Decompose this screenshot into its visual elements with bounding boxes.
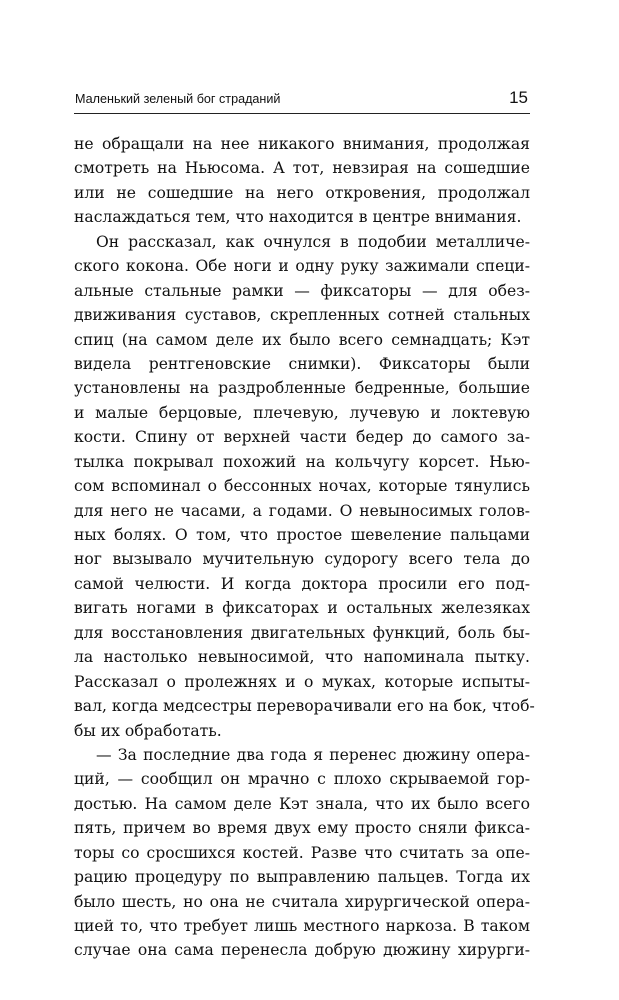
- text-line: смотреть на Ньюсома. А тот, невзирая на сошедшие: [74, 159, 530, 178]
- text-line: кости. Спину от верхней части бедер до самого за-: [74, 428, 530, 447]
- text-line: пять, причем во время двух ему просто сняли фикса-: [74, 819, 530, 838]
- text-line: или не сошедшие на него откровения, продолжал: [74, 183, 530, 202]
- text-line: тылка покрывал похожий на кольчугу корсет. Нью-: [74, 452, 530, 471]
- text-line: рацию процедуру по выправлению пальцев. Тогда их: [74, 868, 530, 887]
- text-line: достью. На самом деле Кэт знала, что их было всего: [74, 794, 530, 813]
- text-line: было шесть, но она не считала хирургической опера-: [74, 892, 530, 911]
- text-line: спиц (на самом деле их было всего семнадцать; Кэт: [74, 330, 530, 349]
- text-line: Он рассказал, как очнулся в подобии металличе-: [96, 232, 530, 251]
- text-line: Рассказал о пролежнях и о муках, которые испыты-: [74, 672, 530, 691]
- text-line: торы со сросшихся костей. Разве что считать за опе-: [74, 843, 530, 862]
- text-line: вал, когда медсестры переворачивали его на бок, чтоб-: [74, 697, 535, 716]
- text-line: для него не часами, а годами. О невыносимых голов-: [74, 501, 530, 520]
- text-line: ных болях. О том, что простое шевеление пальцами: [74, 526, 530, 544]
- text-line: наслаждаться тем, что находится в центре внимания.: [74, 208, 522, 227]
- text-line: самой челюсти. И когда доктора просили его под-: [74, 574, 530, 593]
- text-line: альные стальные рамки — фиксаторы — для обез-: [74, 281, 530, 300]
- text-line: вигать ногами в фиксаторах и остальных железяках: [74, 599, 530, 618]
- running-header-title: Маленький зеленый бог страданий: [75, 92, 281, 106]
- text-line: видела рентгеновские снимки). Фиксаторы были: [74, 354, 530, 373]
- text-line: и малые берцовые, плечевую, лучевую и локтевую: [74, 403, 530, 422]
- text-line: ла настолько невыносимой, что напоминала пытку.: [74, 648, 530, 667]
- text-line: цией то, что требует лишь местного наркоза. В таком: [74, 917, 530, 935]
- text-line: не обращали на нее никакого внимания, продолжая: [74, 135, 530, 153]
- text-line: для восстановления двигательных функций, боль бы-: [74, 623, 530, 642]
- text-line: установлены на раздробленные бедренные, большие: [74, 379, 530, 398]
- text-line: сом вспоминал о бессонных ночах, которые тянулись: [74, 477, 530, 496]
- text-line: ног вызывало мучительную судорогу всего тела до: [74, 550, 530, 569]
- text-line: ского кокона. Обе ноги и одну руку зажимали специ-: [74, 257, 530, 276]
- body-text: [74, 132, 535, 963]
- text-line: — За последние два года я перенес дюжину опера-: [96, 745, 530, 764]
- text-line: движивания суставов, скрепленных сотней стальных: [74, 306, 530, 325]
- running-header: [74, 87, 530, 114]
- text-line: бы их обработать.: [74, 721, 222, 740]
- text-line: случае она сама перенесла добрую дюжину хирурги-: [74, 941, 530, 960]
- page-number: 15: [509, 88, 528, 107]
- text-line: ций, — сообщил он мрачно с плохо скрываемой гор-: [74, 770, 530, 789]
